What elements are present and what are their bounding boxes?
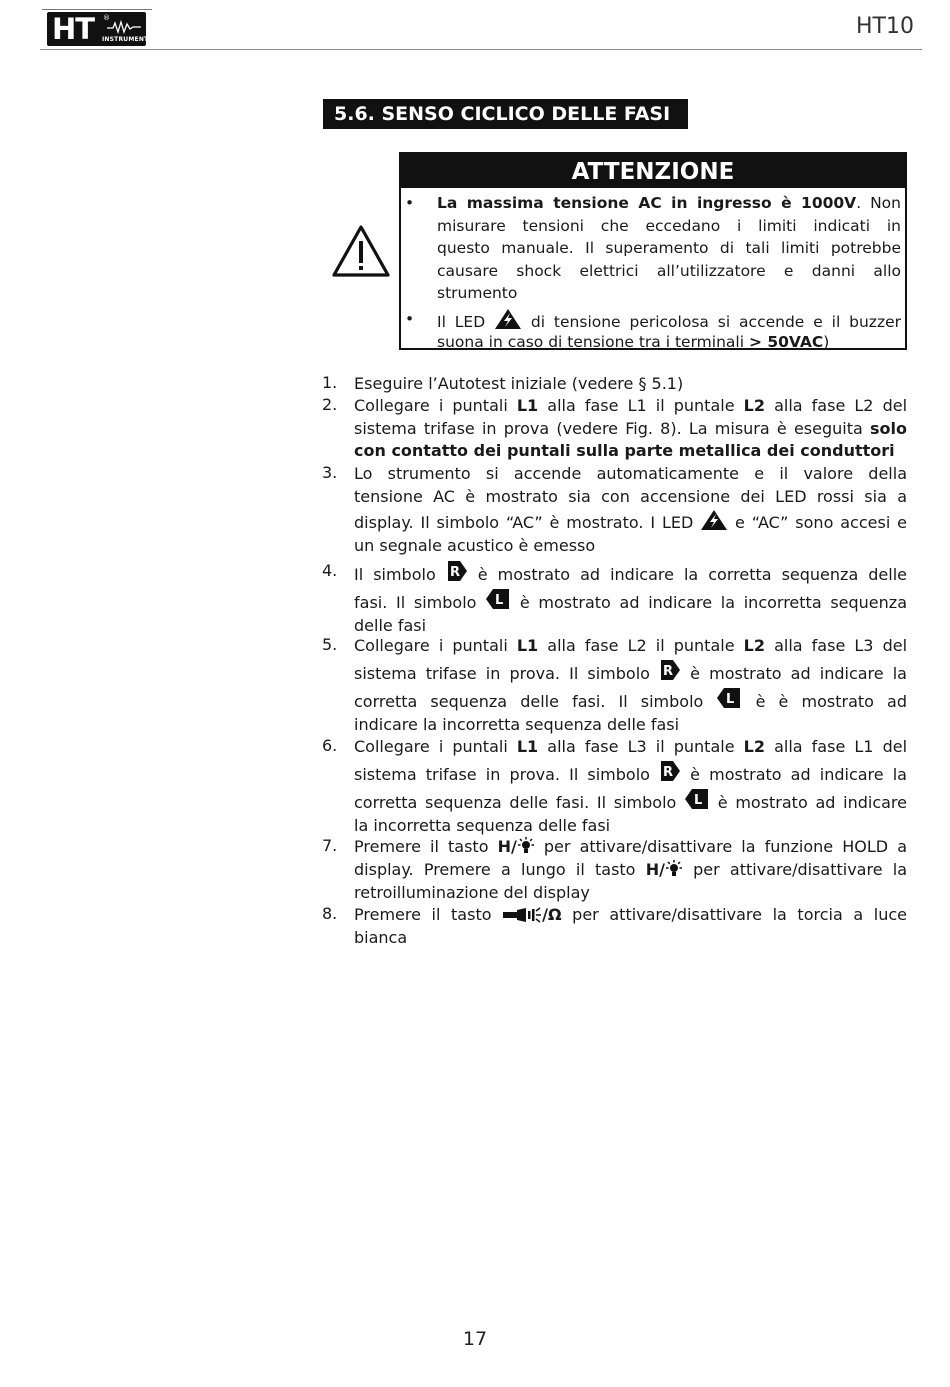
page-number: 17 [462, 1328, 488, 1350]
warning-line: suona in caso di tensione tra i terminali > 50VAC) [437, 332, 830, 351]
rotation-left-icon [485, 587, 511, 611]
step-line: sistema trifase in prova. Il simbolo R è mostrato ad indicare la [354, 658, 907, 686]
step-line: la incorretta sequenza delle fasi [354, 815, 611, 835]
step-line: Lo strumento si accende automaticamente e il valore della [354, 464, 907, 483]
step-line: corretta sequenza delle fasi. Il simbolo L è mostrato ad indicare [354, 787, 907, 815]
logo-subtext: INSTRUMENTS [102, 36, 153, 43]
step-line: Premere il tasto /Ω per attivare/disattivare la torcia a luce [354, 905, 908, 924]
warning-line: causare shock elettrici all’utilizzatore e danni allo [437, 261, 901, 280]
step-line: Eseguire l’Autotest iniziale (vedere § 5.1) [354, 374, 684, 393]
step-line: display. Il simbolo “AC” è mostrato. I LED e “AC” sono accesi e [354, 508, 907, 535]
list-number: 7. [322, 836, 338, 855]
rotation-right-icon [446, 559, 468, 583]
list-number: 4. [322, 561, 338, 580]
rotation-right-icon [659, 759, 681, 783]
logo-top-rule [42, 9, 152, 10]
list-number: 3. [322, 463, 338, 482]
warning-title: ATTENZIONE [401, 154, 905, 188]
step-line: Premere il tasto H/ per attivare/disattivare la funzione HOLD a [354, 837, 907, 856]
backlight-bulb-icon [665, 860, 683, 878]
step-line: corretta sequenza delle fasi. Il simbolo L è è mostrato ad [354, 686, 907, 714]
warning-line: strumento [437, 284, 518, 302]
warning-box [399, 152, 907, 350]
step-line: delle fasi [354, 616, 427, 635]
step-line: un segnale acustico è emesso [354, 536, 596, 555]
step-line: sistema trifase in prova (vedere Fig. 8). La misura è eseguita solo [354, 418, 907, 438]
warning-line: misurare tensioni che eccedano i limiti indicati in [437, 216, 901, 235]
svg-text:L: L [495, 593, 504, 608]
svg-text:R: R [449, 565, 460, 580]
step-line: display. Premere a lungo il tasto H/ per attivare/disattivare la [354, 859, 907, 879]
step-line: indicare la incorretta sequenza delle fasi [354, 714, 680, 734]
step-line: con contatto dei puntali sulla parte metallica dei conduttori [354, 441, 895, 460]
backlight-bulb-icon [517, 837, 535, 855]
ht-logo [47, 12, 153, 46]
svg-text:L: L [694, 792, 703, 808]
list-number: 8. [322, 904, 338, 923]
list-number: 1. [322, 373, 338, 392]
svg-text:R: R [663, 764, 674, 780]
rotation-left-icon [716, 686, 742, 710]
waveform-icon [107, 20, 141, 34]
warning-line: Il LED di tensione pericolosa si accende e il buzzer [437, 308, 901, 331]
step-line: fasi. Il simbolo L è mostrato ad indicare la incorretta sequenza [354, 587, 907, 615]
header-rule [40, 49, 922, 50]
warning-line: La massima tensione AC in ingresso è 1000V. Non [437, 194, 901, 212]
step-line: tensione AC è mostrato sia con accensione dei LED rossi sia a [354, 486, 907, 506]
logo-registered: ® [103, 14, 110, 22]
section-title: 5.6. SENSO CICLICO DELLE FASI [323, 99, 688, 129]
list-number: 2. [322, 395, 338, 414]
step-line: retroilluminazione del display [354, 882, 590, 902]
list-number: 6. [322, 736, 338, 755]
warning-triangle-icon [331, 224, 391, 278]
rotation-right-icon [659, 658, 681, 682]
list-number: 5. [322, 635, 338, 654]
step-line: Collegare i puntali L1 alla fase L3 il puntale L2 alla fase L1 del [354, 737, 908, 756]
step-line: sistema trifase in prova. Il simbolo R è mostrato ad indicare la [354, 759, 907, 787]
svg-text:L: L [726, 691, 735, 707]
logo-text: HT [52, 12, 95, 46]
rotation-left-icon [684, 787, 710, 811]
torch-buzzer-icon [502, 907, 542, 923]
step-line: Collegare i puntali L1 alla fase L1 il puntale L2 alla fase L2 del [354, 396, 908, 415]
svg-text:R: R [663, 663, 674, 679]
step-line: Collegare i puntali L1 alla fase L2 il puntale L2 alla fase L3 del [354, 636, 908, 655]
bullet: • [405, 310, 415, 328]
warning-line: questo manuale. Il superamento di tali limiti potrebbe [437, 239, 901, 257]
hazard-led-icon [494, 308, 522, 330]
step-line: bianca [354, 927, 408, 947]
bullet: • [405, 194, 415, 212]
step-line: Il simbolo R è mostrato ad indicare la corretta sequenza delle [354, 559, 907, 587]
hazard-led-icon [700, 509, 728, 531]
model-name: HT10 [856, 14, 914, 39]
